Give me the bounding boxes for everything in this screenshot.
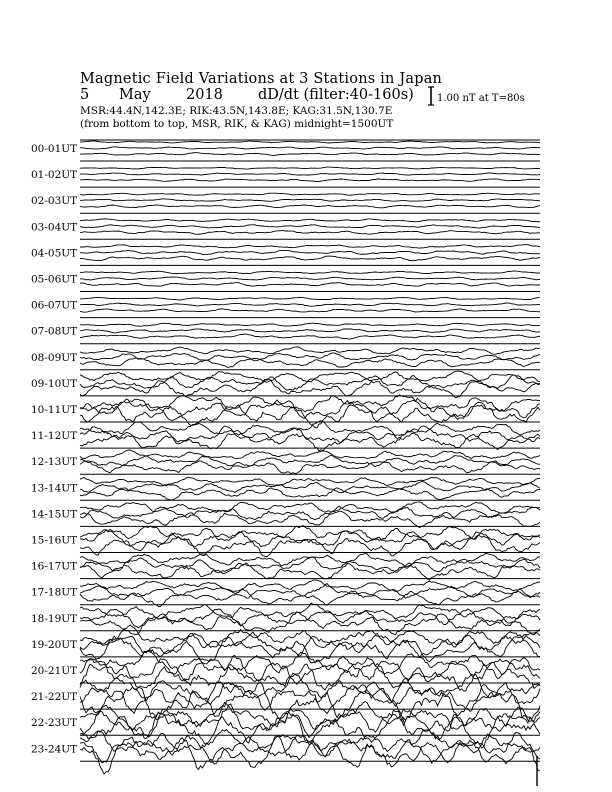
trace-msr (80, 205, 540, 208)
row-label: 00-01UT (31, 143, 78, 155)
trace-kag (80, 271, 540, 274)
trace-kag (80, 580, 540, 591)
row-label: 20-21UT (31, 665, 78, 677)
trace-kag (80, 553, 540, 566)
trace-kag (80, 395, 540, 412)
trace-rik (80, 656, 540, 684)
trace-msr (80, 461, 540, 474)
station-coordinates: MSR:44.4N,142.3E; RIK:43.5N,143.8E; KAG:31.5N,130.7E (80, 105, 393, 117)
trace-kag (80, 167, 540, 169)
trace-msr (80, 563, 540, 580)
trace-msr (80, 334, 540, 339)
date-day: 5 (80, 87, 90, 103)
scale-bar-label: 1.00 nT at T=80s (437, 93, 525, 104)
trace-rik (80, 557, 540, 573)
date-month: May (119, 87, 151, 103)
trace-msr (80, 179, 540, 182)
row-label: 07-08UT (31, 325, 78, 338)
row-label: 23-24UT (31, 743, 78, 756)
trace-kag (80, 625, 540, 648)
trace-msr (80, 488, 540, 500)
trace-rik (80, 147, 540, 149)
row-label: 03-04UT (31, 221, 78, 234)
trace-rik (80, 173, 540, 175)
trace-rik (80, 225, 540, 228)
row-label: 05-06UT (31, 273, 78, 286)
trace-rik (80, 353, 540, 361)
station-order-note: (from bottom to top, MSR, RIK, & KAG) midnight=1500UT (80, 118, 394, 130)
trace-kag (80, 245, 540, 249)
trace-kag (80, 347, 540, 354)
row-label: 19-20UT (31, 638, 78, 651)
trace-kag (80, 323, 540, 326)
trace-rik (80, 303, 540, 306)
row-label: 14-15UT (31, 508, 78, 521)
trace-kag (80, 297, 540, 300)
trace-rik (80, 530, 540, 549)
trace-rik (80, 609, 540, 628)
chart-title: Magnetic Field Variations at 3 Stations in Japan (80, 71, 443, 87)
row-label: 02-03UT (31, 195, 78, 208)
trace-kag (80, 219, 540, 222)
row-label: 12-13UT (31, 456, 78, 469)
row-label: 21-22UT (31, 691, 78, 704)
row-label: 01-02UT (31, 169, 78, 182)
row-label: 04-05UT (31, 247, 78, 260)
row-label: 17-18UT (31, 586, 78, 599)
trace-msr (80, 153, 540, 156)
trace-rik (80, 481, 540, 492)
trace-kag (80, 141, 540, 143)
row-label: 13-14UT (31, 482, 78, 495)
trace-msr (80, 536, 540, 557)
trace-rik (80, 329, 540, 333)
trace-kag (80, 193, 540, 195)
row-label: 09-10UT (31, 377, 78, 390)
date-year: 2018 (186, 87, 223, 103)
trace-rik (80, 199, 540, 202)
trace-msr (80, 283, 540, 287)
trace-rik (80, 250, 540, 254)
row-label: 06-07UT (31, 299, 78, 312)
row-label: 15-16UT (31, 534, 78, 547)
trace-kag (80, 421, 540, 436)
trace-rik (80, 277, 540, 280)
trace-kag (80, 502, 540, 513)
trace-rik (80, 733, 540, 765)
trace-msr (80, 256, 540, 261)
trace-msr (80, 403, 540, 428)
trace-kag (80, 674, 540, 704)
row-label: 18-19UT (31, 612, 78, 625)
row-label: 08-09UT (31, 351, 78, 364)
row-label: 16-17UT (31, 560, 78, 573)
trace-msr (80, 231, 540, 235)
row-label: 10-11UT (31, 404, 78, 416)
row-label: 11-12UT (31, 430, 78, 443)
trace-msr (80, 612, 540, 635)
trace-kag (80, 702, 540, 730)
filter-label: dD/dt (filter:40-160s) (258, 87, 414, 103)
trace-msr (80, 309, 540, 312)
row-label: 22-23UT (31, 717, 78, 730)
